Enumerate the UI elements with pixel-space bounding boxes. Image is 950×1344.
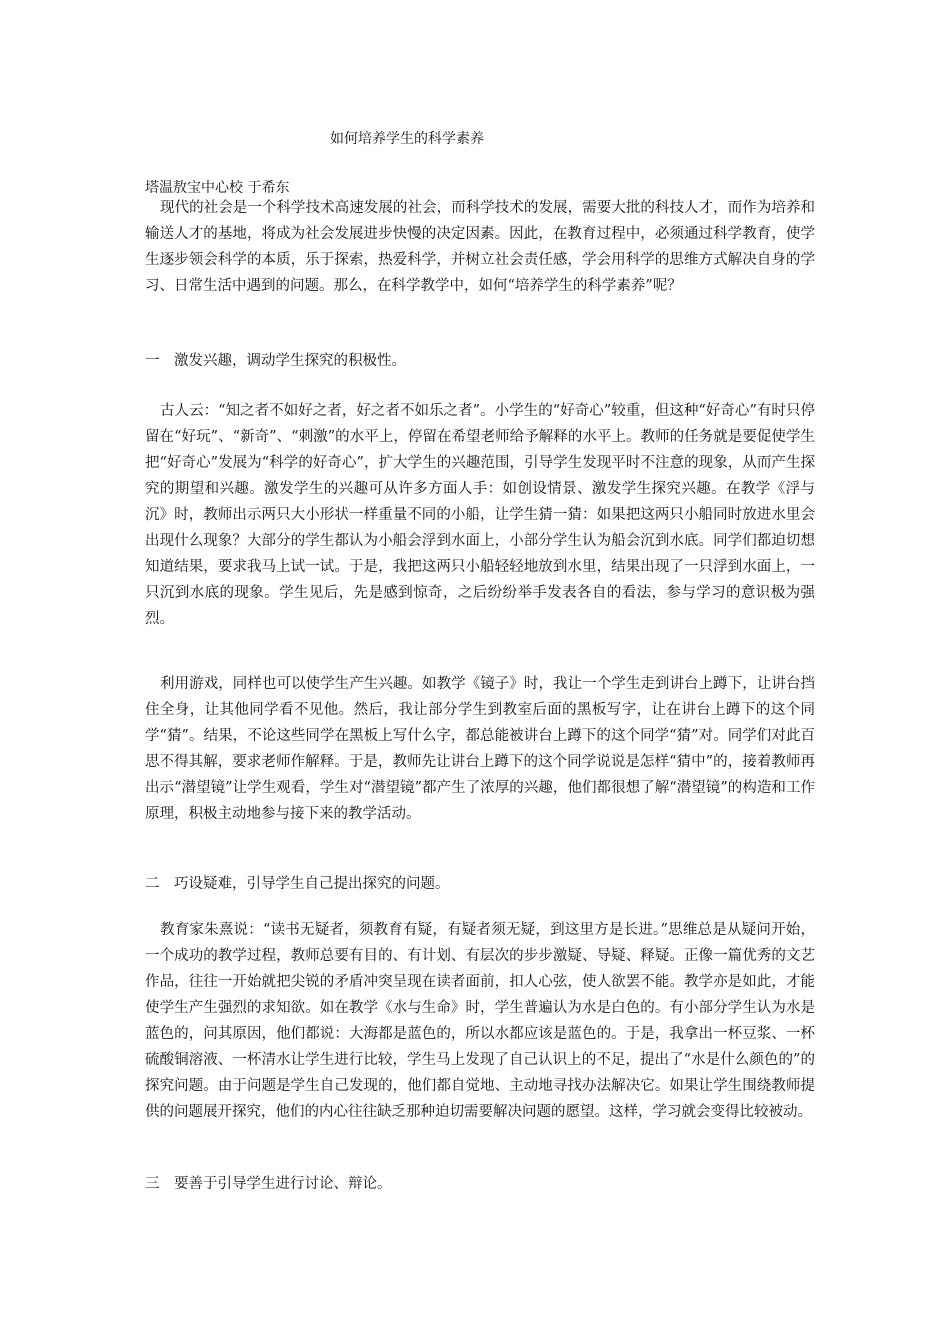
section-1-heading: 一 激发兴趣，调动学生探究的积极性。 bbox=[145, 353, 406, 369]
section-1-paragraph-1: 古人云：“知之者不如好之者，好之者不如乐之者”。小学生的“好奇心”较重，但这种“好奇心”有时只停留在“好玩”、“新奇”、“刺激”的水平上，停留在希望老师给予解释的水平上。教师的任务就是要促使学生把“好奇心”发展为“科学的好奇心”，扩大学生的兴趣范围，引导学生发现平时不注意的现象，从而产生探究的期望和兴趣。激发学生的兴趣可从许多方面人手：如创设情景、激发学生探究兴趣。在教学《浮与沉》时，教师出示两只大小形状一样重量不同的小船，让学生猜一猜：如果把这两只小船同时放进水里会出现什么现象？大部分的学生都认为小船会浮到水面上，小部分学生认为船会沉到水底。同学们都迫切想知道结果，要求我马上试一试。于是，我把这两只小船轻轻地放到水里，结果出现了一只浮到水面上，一只沉到水底的现象。学生见后，先是感到惊奇，之后纷纷举手发表各自的看法，参与学习的意识极为强烈。 bbox=[145, 403, 815, 627]
section-2-paragraph-1: 教育家朱熹说：“读书无疑者，须教育有疑，有疑者须无疑，到这里方是长进。”思维总是从疑问开始，一个成功的教学过程，教师总要有目的、有计划、有层次的步步激疑、导疑、释疑。正像一篇优秀的文艺作品，往往一开始就把尖锐的矛盾冲突呈现在读者面前，扣人心弦，使人欲罢不能。教学亦是如此，才能使学生产生强烈的求知欲。如在教学《水与生命》时，学生普遍认为水是白色的。有小部分学生认为水是蓝色的，问其原因，他们都说：大海都是蓝色的，所以水都应该是蓝色的。于是，我拿出一杯豆浆、一杯硫酸铜溶液、一杯清水让学生进行比较，学生马上发现了自己认识上的不足，提出了“水是什么颜色的”的探究问题。由于问题是学生自己发现的，他们都自觉地、主动地寻找办法解决它。如果让学生围绕教师提供的问题展开探究，他们的内心往往缺乏那种迫切需要解决问题的愿望。这样，学习就会变得比较被动。 bbox=[145, 922, 815, 1120]
section-2-heading: 二 巧设疑难，引导学生自己提出探究的问题。 bbox=[145, 876, 450, 892]
document-author: 塔温敖宝中心校 于希东 bbox=[145, 180, 290, 196]
section-3-heading: 三 要善于引导学生进行讨论、辩论。 bbox=[145, 1176, 392, 1192]
document-title: 如何培养学生的科学素养 bbox=[330, 131, 484, 147]
section-1-paragraph-2: 利用游戏，同样也可以使学生产生兴趣。如教学《镜子》时，我让一个学生走到讲台上蹲下，让讲台挡住全身，让其他同学看不见他。然后，我让部分学生到教室后面的黑板写字，让在讲台上蹲下的这个同学“猜”。结果，不论这些同学在黑板上写什么字，都总能被讲台上蹲下的这个同学“猜”对。同学们对此百思不得其解，要求老师作解释。于是，教师先让讲台上蹲下的这个同学说说是怎样“猜中”的，接着教师再出示“潜望镜”让学生观看，学生对“潜望镜”都产生了浓厚的兴趣，他们都很想了解“潜望镜”的构造和工作原理，积极主动地参与接下来的教学活动。 bbox=[145, 676, 815, 822]
intro-paragraph: 现代的社会是一个科学技术高速发展的社会，而科学技术的发展，需要大批的科技人才，而作为培养和输送人才的基地，将成为社会发展进步快慢的决定因素。因此，在教育过程中，必须通过科学教育，使学生逐步领会科学的本质，乐于探索，热爱科学，并树立社会责任感，学会用科学的思维方式解决自身的学习、日常生活中遇到的问题。那么，在科学教学中，如何“培养学生的科学素养”呢？ bbox=[145, 200, 815, 294]
